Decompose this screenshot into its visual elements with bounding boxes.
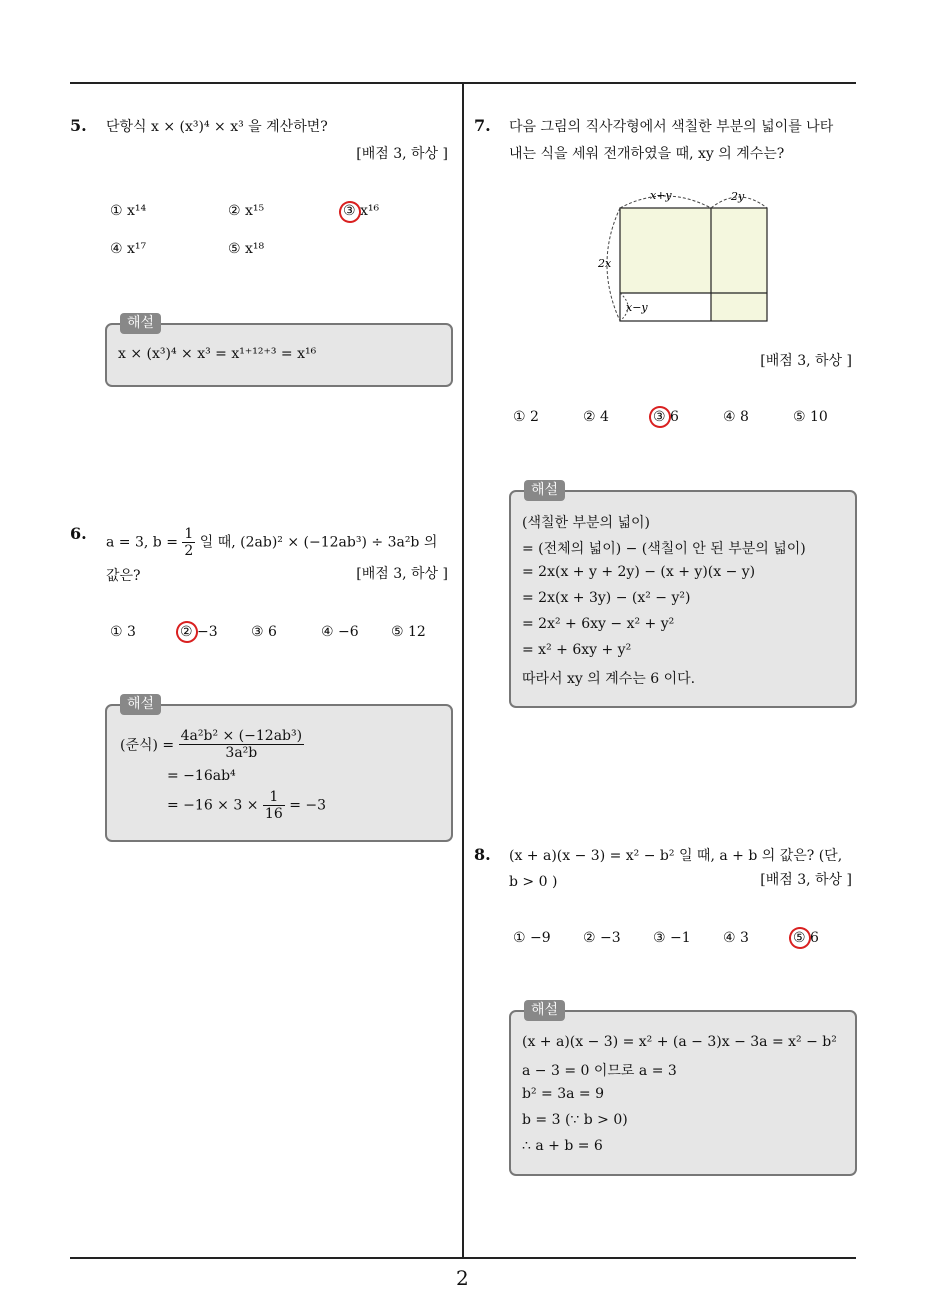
q6-sol-frac-num: 4a²b² × (−12ab³)	[180, 728, 303, 744]
q6-sol-line3-post: = −3	[289, 797, 327, 814]
q7-label-2x: 2x	[598, 257, 612, 270]
q6-solution-line-1	[120, 728, 304, 761]
q8-solution-line-3: b² = 3a = 9	[522, 1086, 604, 1102]
q6-sol-line3-num: 1	[263, 789, 285, 806]
q8-choice-1[interactable]: ① −9	[513, 930, 551, 946]
q6-text-pre: a = 3, b =	[106, 534, 183, 551]
q8-solution-line-5: ∴ a + b = 6	[522, 1138, 603, 1154]
q6-text	[106, 526, 437, 559]
q8-text-line-2: b > 0 )	[509, 874, 558, 890]
q6-choice-2[interactable]: ② −3	[180, 624, 218, 640]
bottom-rule	[70, 1257, 856, 1259]
q8-number: 8.	[474, 845, 491, 864]
q8-solution-line-2: a − 3 = 0 이므로 a = 3	[522, 1063, 677, 1079]
q5-choice-5[interactable]: ⑤ x¹⁸	[228, 241, 265, 257]
q5-solution-line: x × (x³)⁴ × x³ = x¹⁺¹²⁺³ = x¹⁶	[118, 346, 317, 362]
q8-text-line-1: (x + a)(x − 3) = x² − b² 일 때, a + b 의 값은? (단,	[509, 848, 843, 864]
q7-solution-line-2: = (전체의 넓이) − (색칠이 안 된 부분의 넓이)	[522, 541, 806, 557]
q7-label-x-plus-y: x+y	[650, 189, 672, 202]
q6-solution-tag: 해설	[120, 694, 161, 715]
q8-solution-line-1: (x + a)(x − 3) = x² + (a − 3)x − 3a = x² − b²	[522, 1034, 837, 1050]
q7-label-x-minus-y: x−y	[626, 301, 648, 314]
q7-number: 7.	[474, 116, 491, 135]
q6-text-post: 일 때, (2ab)² × (−12ab³) ÷ 3a²b 의	[195, 534, 438, 551]
q7-solution-line-1: (색칠한 부분의 넓이)	[522, 515, 651, 531]
q7-solution-line-7: 따라서 xy 의 계수는 6 이다.	[522, 671, 696, 687]
q6-solution-line-3	[167, 789, 326, 822]
q6-sol-fraction	[179, 728, 304, 761]
q7-meta: [배점 3, 하상 ]	[760, 353, 852, 369]
q8-meta: [배점 3, 하상 ]	[760, 872, 852, 888]
q8-answer-circle	[786, 924, 814, 952]
q5-number: 5.	[70, 116, 87, 135]
q6-fraction	[182, 526, 195, 559]
q7-label-2y: 2y	[731, 190, 745, 203]
q6-choice-1[interactable]: ① 3	[110, 624, 136, 640]
q7-choice-1[interactable]: ① 2	[513, 409, 539, 425]
q6-sol-line3-den: 16	[264, 806, 283, 822]
q6-choice-4[interactable]: ④ −6	[321, 624, 359, 640]
q7-rectangle-figure	[590, 180, 780, 330]
q5-meta: [배점 3, 하상 ]	[356, 146, 448, 162]
q7-solution-line-3: = 2x(x + y + 2y) − (x + y)(x − y)	[522, 564, 756, 580]
q5-choice-4[interactable]: ④ x¹⁷	[110, 241, 147, 257]
q8-choice-4[interactable]: ④ 3	[723, 930, 749, 946]
q5-choice-3[interactable]: ③ x¹⁶	[343, 203, 380, 219]
q7-answer-circle	[646, 403, 674, 431]
q7-solution-line-6: = x² + 6xy + y²	[522, 642, 632, 658]
q6-sol-lhs: (준식) =	[120, 737, 175, 754]
page-number: 2	[456, 1266, 469, 1290]
q6-text-line2: 값은?	[106, 568, 141, 584]
q5-choice-1[interactable]: ① x¹⁴	[110, 203, 147, 219]
q7-solution-line-4: = 2x(x + 3y) − (x² − y²)	[522, 590, 691, 606]
q6-answer-circle	[173, 618, 201, 646]
q7-solution-line-5: = 2x² + 6xy − x² + y²	[522, 616, 675, 632]
q6-frac-den: 2	[184, 543, 194, 559]
q6-number: 6.	[70, 524, 87, 543]
q6-sol-line3-fraction	[263, 789, 285, 822]
q5-choice-2[interactable]: ② x¹⁵	[228, 203, 265, 219]
q8-solution-line-4: b = 3 (∵ b > 0)	[522, 1112, 628, 1128]
q7-text-line-2: 내는 식을 세워 전개하였을 때, xy 의 계수는?	[509, 146, 785, 162]
q7-solution-tag: 해설	[524, 480, 565, 501]
q6-meta: [배점 3, 하상 ]	[356, 566, 448, 582]
q8-solution-tag: 해설	[524, 1000, 565, 1021]
q7-choice-2[interactable]: ② 4	[583, 409, 609, 425]
q6-frac-num: 1	[184, 526, 194, 542]
q6-choice-5[interactable]: ⑤ 12	[391, 624, 426, 640]
q7-choice-5[interactable]: ⑤ 10	[793, 409, 828, 425]
q5-solution-tag: 해설	[120, 313, 161, 334]
q7-choice-4[interactable]: ④ 8	[723, 409, 749, 425]
q7-text-line-1: 다음 그림의 직사각형에서 색칠한 부분의 넓이를 나타	[509, 119, 834, 135]
q5-text: 단항식 x × (x³)⁴ × x³ 을 계산하면?	[106, 119, 328, 135]
q6-sol-line3-pre: = −16 × 3 ×	[167, 797, 259, 814]
q8-choice-2[interactable]: ② −3	[583, 930, 621, 946]
q8-choice-5[interactable]: ⑤ 6	[793, 930, 819, 946]
q8-choice-3[interactable]: ③ −1	[653, 930, 691, 946]
column-divider	[462, 84, 464, 1258]
q6-sol-frac-den: 3a²b	[225, 745, 258, 761]
q7-choice-3[interactable]: ③ 6	[653, 409, 679, 425]
q6-solution-line-2: = −16ab⁴	[167, 768, 236, 784]
q6-choice-3[interactable]: ③ 6	[251, 624, 277, 640]
